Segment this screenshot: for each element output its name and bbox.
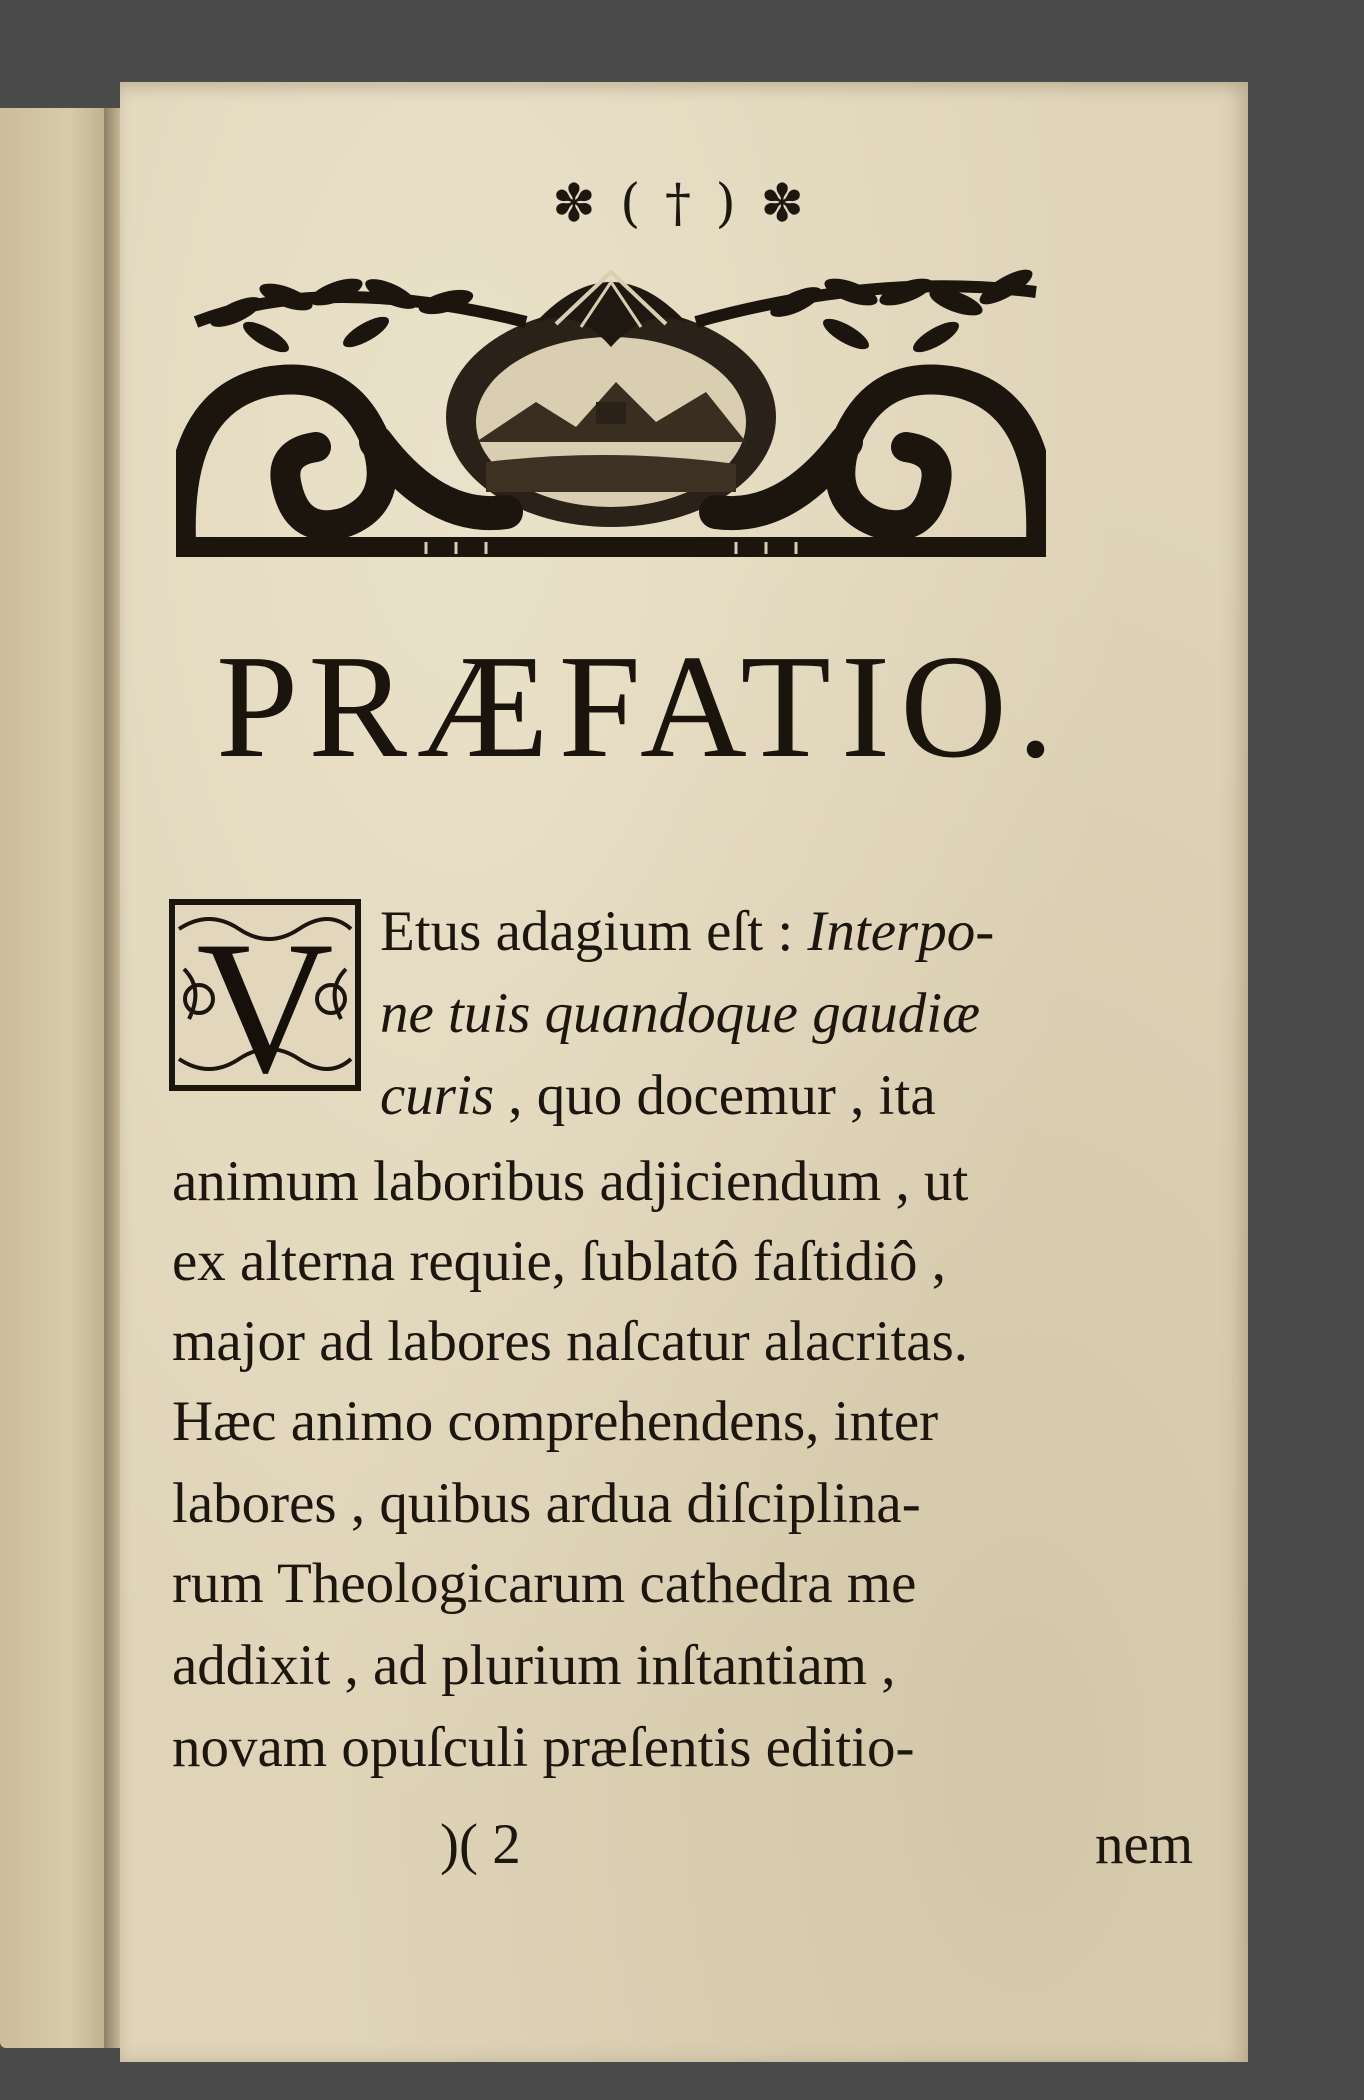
roman-text: animum laboribus adjiciendum , ut <box>172 1150 969 1213</box>
book-page <box>120 82 1248 2062</box>
roman-text: addixit , ad plurium inſtantiam , <box>172 1634 896 1697</box>
page-signature-mark: ✽ ( † ) ✽ <box>552 174 808 234</box>
woodcut-headpiece <box>176 252 1046 562</box>
facing-page <box>0 108 115 2048</box>
italic-text: Interpo- <box>807 900 995 963</box>
roman-text: novam opuſculi præſentis editio- <box>172 1716 915 1779</box>
text-line <box>172 1472 1216 1536</box>
text-line <box>172 1150 1216 1214</box>
text-line <box>380 982 1216 1046</box>
text-line <box>172 1230 1216 1294</box>
roman-text: labores , quibus ardua diſciplina- <box>172 1472 921 1535</box>
italic-text: curis <box>380 1064 509 1127</box>
page-heading: PRÆFATIO. <box>216 625 1064 789</box>
catchword: nem <box>1095 1813 1194 1876</box>
roman-text: ex alterna requie, ſublatô faſtidiô , <box>172 1230 946 1293</box>
roman-text: Hæc animo comprehendens, inter <box>172 1390 939 1453</box>
text-line <box>172 1310 1216 1374</box>
text-line <box>172 1634 1216 1698</box>
roman-text: , quo docemur , ita <box>508 1064 936 1127</box>
text-line <box>380 900 1216 964</box>
roman-text: rum Theologicarum cathedra me <box>172 1552 917 1615</box>
roman-text: major ad labores naſcatur alacritas. <box>172 1310 969 1373</box>
text-line <box>172 1552 1216 1616</box>
decorated-initial <box>169 899 361 1091</box>
text-line <box>172 1390 1216 1454</box>
drop-cap-letter: V <box>196 903 334 1091</box>
text-line <box>380 1064 1216 1128</box>
italic-text: ne tuis quandoque gaudiæ <box>380 982 981 1045</box>
text-line <box>172 1716 1216 1780</box>
signature-mark: )( 2 <box>440 1813 521 1876</box>
roman-text: Etus adagium eſt : <box>380 900 808 963</box>
